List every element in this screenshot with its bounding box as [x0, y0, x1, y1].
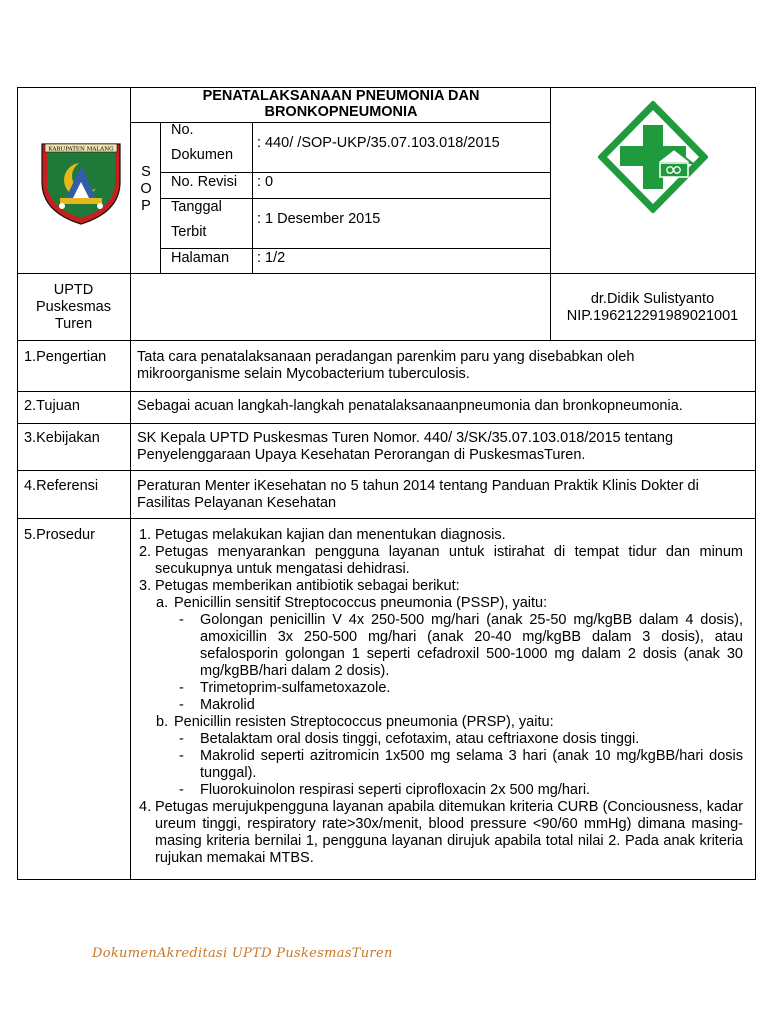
kebijakan-label: 3.Kebijakan: [24, 430, 100, 446]
halaman-label: Halaman: [171, 250, 230, 266]
prosedur-step-4: 4. Petugas merujukpengguna layanan apabila ditemukan kriteria CURB (Conciousness, kadar ureum tinggi, respiratory rate>30x/menit, blood pressure <90/60 mmHg) dimana masing-masing kriteria bernilai 1, pengguna layanan dirujuk apabila total nilai 2. Pada anak kriteria rujukan memakai MTBS.: [139, 799, 743, 866]
signatory-nip: NIP.196212291989021001: [566, 308, 739, 324]
no-dokumen-value: : 440/ /SOP-UKP/35.07.103.018/2015: [257, 135, 500, 151]
tujuan-text: Sebagai acuan langkah-langkah penatalaksanaanpneumonia dan bronkopneumonia.: [137, 398, 683, 414]
prosedur-step-3: 3. Petugas memberikan antibiotik sebagai berikut:: [139, 578, 460, 594]
no-revisi-label: No. Revisi: [171, 174, 238, 190]
kebijakan-text: SK Kepala UPTD Puskesmas Turen Nomor. 440/ 3/SK/35.07.103.018/2015 tentang Penyelenggaraan Upaya Kesehatan Perorangan di PuskesmasTuren.: [137, 430, 674, 463]
prosedur-step-2: 2. Petugas menyarankan pengguna layanan untuk istirahat di tempat tidur dan minum secukupnya untuk mengatasi dehidrasi.: [139, 544, 743, 577]
prosedur-label: 5.Prosedur: [24, 527, 95, 543]
sop-letter-s: S: [141, 164, 151, 180]
referensi-text: Peraturan Menter iKesehatan no 5 tahun 2014 tentang Panduan Praktik Klinis Dokter di Fasilitas Pelayanan Kesehatan: [137, 478, 699, 511]
list-item: - Makrolid seperti azitromicin 1x500 mg selama 3 hari (anak 10 mg/kgBB/hari dosis tunggal).: [179, 748, 743, 781]
list-item: - Makrolid: [179, 697, 255, 713]
sop-letter-o: O: [140, 181, 152, 197]
halaman-value: : 1/2: [257, 250, 286, 266]
sop-letter-p: P: [141, 198, 151, 214]
footer-text: DokumenAkreditasi UPTD PuskesmasTuren: [92, 946, 393, 961]
list-item: - Fluorokuinolon respirasi seperti ciprofloxacin 2x 500 mg/hari.: [179, 782, 591, 798]
unit-name: UPTD Puskesmas Turen: [36, 282, 111, 332]
tanggal-terbit-label: Tanggal Terbit: [171, 199, 222, 240]
tujuan-label: 2.Tujuan: [24, 398, 80, 414]
list-item: - Trimetoprim-sulfametoxazole.: [179, 680, 391, 696]
referensi-label: 4.Referensi: [24, 478, 99, 494]
signatory: [550, 291, 755, 325]
prosedur-list: [130, 527, 743, 867]
title-line-1: PENATALAKSANAAN PNEUMONIA DAN: [202, 88, 480, 104]
kabupaten-malang-emblem: [40, 138, 122, 230]
list-item: - Betalaktam oral dosis tinggi, cefotaxim, atau ceftriaxone dosis tinggi.: [179, 731, 640, 747]
prosedur-step-3a: a. Penicillin sensitif Streptococcus pneumonia (PSSP), yaitu:: [156, 595, 548, 611]
puskesmas-cross-logo: [598, 101, 708, 217]
emblem-banner-text: KABUPATEN MALANG: [48, 146, 114, 153]
list-item: - Golongan penicillin V 4x 250-500 mg/hari (anak 25-50 mg/kgBB dalam 4 dosis), amoxicillin 3x 250-500 mg/hari (anak 20-40 mg/kgBB dalam 3 dosis), atau sefalosporin golongan 1 seperti cefadroxil 500-1000 mg dalam 2 dosis (anak 30 mg/kgBB/hari dalam 2 dosis).: [179, 612, 743, 679]
prosedur-step-1: 1. Petugas melakukan kajian dan menentukan diagnosis.: [139, 527, 506, 543]
no-revisi-value: : 0: [257, 174, 274, 190]
prosedur-step-3b: b. Penicillin resisten Streptococcus pneumonia (PRSP), yaitu:: [156, 714, 554, 730]
no-dokumen-label: No. Dokumen: [171, 122, 234, 163]
signatory-name: dr.Didik Sulistyanto: [590, 291, 715, 307]
tanggal-terbit-value: : 1 Desember 2015: [257, 211, 381, 227]
pengertian-text: Tata cara penatalaksanaan peradangan parenkim paru yang disebabkan oleh mikroorganisme selain Mycobacterium tuberculosis.: [137, 349, 635, 382]
pengertian-label: 1.Pengertian: [24, 349, 107, 365]
document-title: [131, 88, 551, 120]
title-line-2: BRONKOPNEUMONIA: [264, 104, 418, 120]
